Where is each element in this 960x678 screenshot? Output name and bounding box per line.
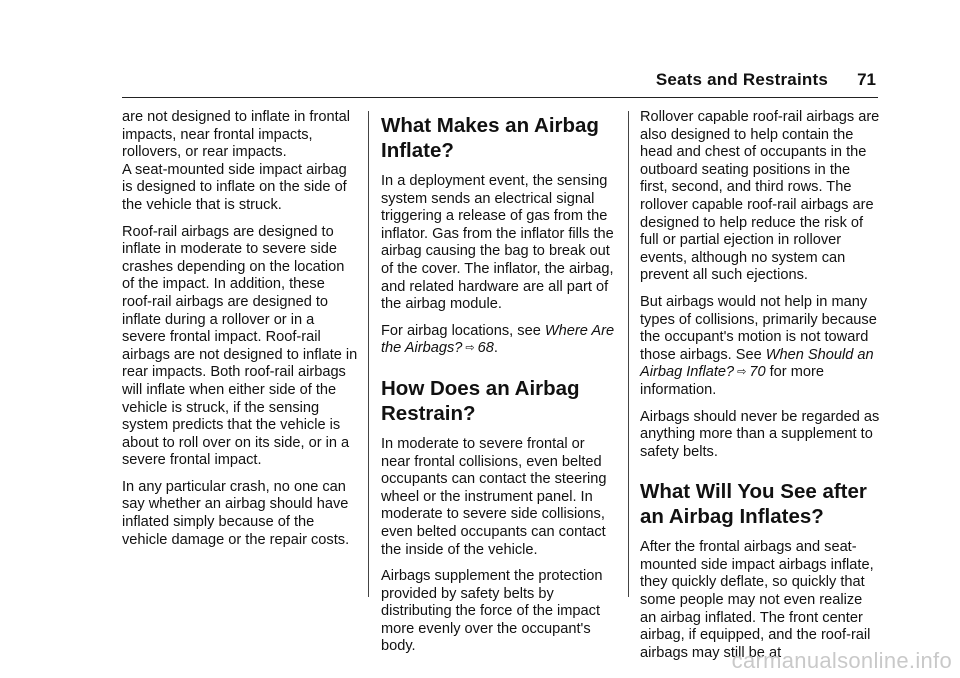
- heading-what-will-you-see: What Will You See after an Airbag Inflates?: [640, 480, 867, 529]
- column-2: [381, 113, 617, 665]
- paragraph: In moderate to severe frontal or near frontal collisions, even belted occupants can contact the steering wheel or the instrument panel. In moderate to severe side collisions, even belted occupants can contact the inside of the vehicle.: [381, 435, 607, 558]
- column-divider: [368, 111, 369, 597]
- page-reference-arrow-icon: ⇨: [465, 342, 475, 355]
- paragraph: Roof-rail airbags are designed to inflate in moderate to severe side crashes depending on the location of the impact. In addition, these roof-rail airbags are designed to inflate during a rollover or in a severe frontal impact. Roof-rail airbags are not designed to inflate in rear impacts. Both roof-rail airbags will inflate when either side of the vehicle is struck, if the sensing system predicts that the vehicle is about to roll over on its side, or in a severe frontal impact.: [122, 223, 358, 469]
- paragraph: In a deployment event, the sensing system sends an electrical signal triggering a release of gas from the inflator. Gas from the inflator fills the airbag causing the bag to break out of the cover. The inflator, the airbag, and related hardware are all part of the airbag module.: [381, 173, 614, 313]
- text: for more information.: [640, 364, 824, 398]
- paragraph-airbag-locations: [381, 323, 617, 358]
- page-reference-number[interactable]: 70: [749, 364, 766, 381]
- paragraph: are not designed to inflate in frontal impacts, near frontal impacts, rollovers, or rear impacts.: [122, 109, 350, 161]
- column-3: [640, 109, 880, 671]
- paragraph: After the frontal airbags and seat-mounted side impact airbags inflate, they quickly deflate, so quickly that some people may not even realize an airbag inflated. The front center airbag, if equipped, and the roof-rail airbags may still be at: [640, 539, 874, 661]
- watermark: carmanualsonline.info: [731, 648, 952, 673]
- paragraph: In any particular crash, no one can say whether an airbag should have inflated simply because of the vehicle damage or the repair costs.: [122, 478, 350, 548]
- paragraph: A seat-mounted side impact airbag is designed to inflate on the side of the vehicle that is struck.: [122, 161, 347, 213]
- paragraph: Airbags should never be regarded as anything more than a supplement to safety belts.: [640, 408, 880, 460]
- text: For airbag locations, see: [381, 322, 545, 339]
- text: But airbags would not help in many types of collisions, primarily because the occupant's motion is not toward those airbags. See: [640, 293, 877, 363]
- section-title: Seats and Restraints: [655, 70, 828, 89]
- heading-how-does-airbag-restrain: How Does an Airbag Restrain?: [381, 376, 580, 425]
- paragraph-see-when-should: [640, 294, 880, 400]
- column-1: [122, 109, 358, 558]
- heading-what-makes-airbag-inflate: What Makes an Airbag Inflate?: [381, 114, 599, 162]
- page-reference-number[interactable]: 68: [477, 340, 494, 357]
- cross-reference-link[interactable]: Where Are the Airbags?: [381, 322, 615, 357]
- text: .: [493, 340, 498, 357]
- page-number: 71: [857, 70, 876, 89]
- page-header: [122, 0, 878, 98]
- cross-reference-link[interactable]: When Should an Airbag Inflate?: [640, 346, 874, 381]
- paragraph: Airbags supplement the protection provided by safety belts by distributing the force of the impact more evenly over the occupant's body.: [381, 568, 603, 655]
- column-divider: [628, 111, 629, 597]
- paragraph: Rollover capable roof-rail airbags are also designed to help contain the head and chest of occupants in the outboard seating positions in the first, second, and third rows. The rollover capable roof-rail airbags are designed to help reduce the risk of full or partial ejection in rollover events, although no system can prevent all such ejections.: [640, 109, 880, 284]
- page-reference-arrow-icon: ⇨: [737, 366, 747, 379]
